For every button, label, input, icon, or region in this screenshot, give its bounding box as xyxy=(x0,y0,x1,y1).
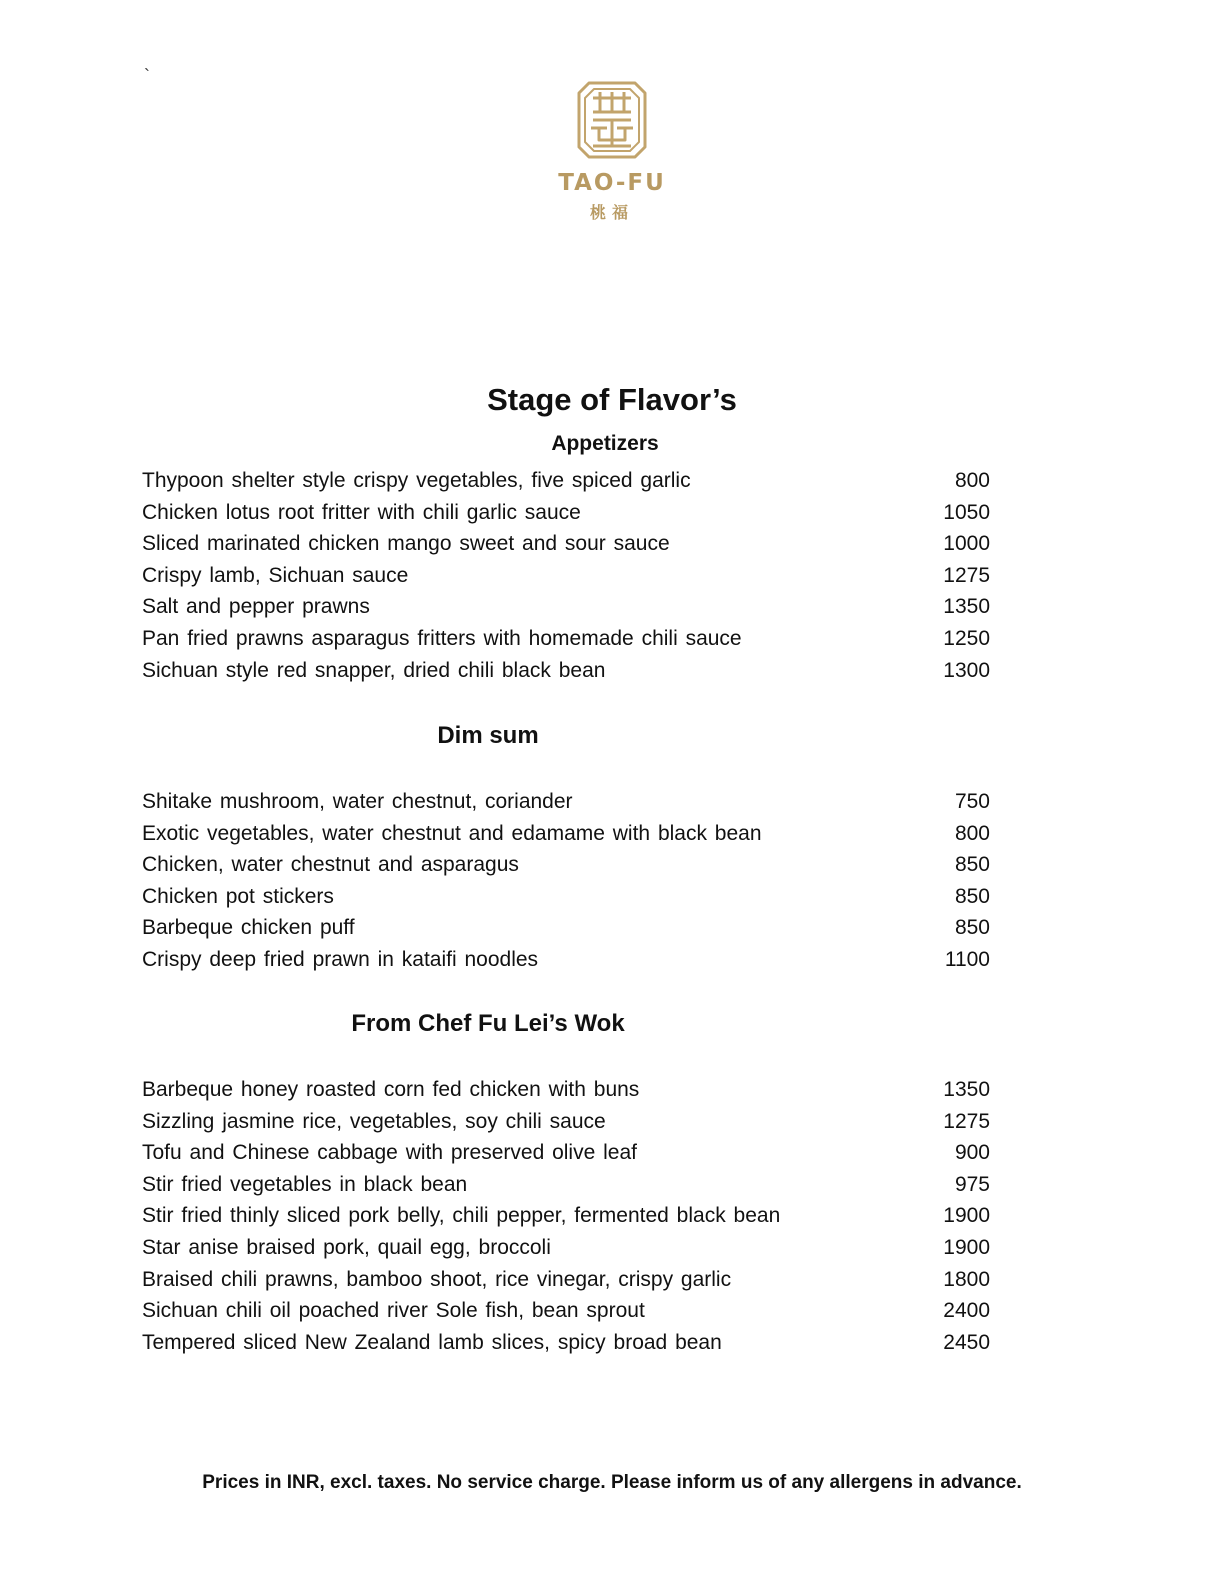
menu-item xyxy=(142,1295,1002,1327)
menu-item-name: Sliced marinated chicken mango sweet and sour sauce xyxy=(142,532,670,556)
menu-item-name: Exotic vegetables, water chestnut and edamame with black bean xyxy=(142,821,762,845)
menu-item-name: Stir fried vegetables in black bean xyxy=(142,1172,468,1196)
menu-item-name: Sichuan chili oil poached river Sole fish, bean sprout xyxy=(142,1299,645,1323)
menu-item-name: Tofu and Chinese cabbage with preserved olive leaf xyxy=(142,1141,637,1165)
menu-item-name: Chicken lotus root fritter with chili garlic sauce xyxy=(142,500,581,524)
menu-item xyxy=(142,591,1002,623)
menu-item-price: 1100 xyxy=(944,947,990,971)
menu-item-name: Braised chili prawns, bamboo shoot, rice vinegar, crispy garlic xyxy=(142,1267,732,1291)
menu-item-price: 850 xyxy=(954,916,990,940)
menu-item-name: Star anise braised pork, quail egg, broccoli xyxy=(142,1235,551,1259)
menu-item xyxy=(142,1074,1002,1106)
wok-list xyxy=(142,1074,1002,1358)
menu-item-price: 1275 xyxy=(943,563,990,587)
brand-name: TAO-FU xyxy=(558,170,666,196)
menu-item-name: Shitake mushroom, water chestnut, coriander xyxy=(142,790,573,813)
menu-item xyxy=(142,912,1002,944)
menu-item-price: 1000 xyxy=(943,532,990,556)
stray-backtick-mark: ` xyxy=(144,66,150,86)
menu-item-price: 2450 xyxy=(943,1330,990,1354)
menu-item xyxy=(142,497,1002,529)
section-heading-appetizers: Appetizers xyxy=(551,432,659,455)
menu-item xyxy=(142,655,1002,687)
menu-item-price: 1275 xyxy=(943,1109,990,1133)
menu-item xyxy=(142,944,1002,976)
menu-item-name: Chicken, water chestnut and asparagus xyxy=(142,853,519,877)
menu-item-price: 1300 xyxy=(943,658,990,682)
menu-item-price: 900 xyxy=(954,1141,990,1165)
menu-item-name: Pan fried prawns asparagus fritters with homemade chili sauce xyxy=(142,626,742,650)
menu-item-price: 800 xyxy=(954,821,990,845)
menu-item-name: Tempered sliced New Zealand lamb slices, spicy broad bean xyxy=(142,1330,722,1354)
menu-item-price: 850 xyxy=(954,884,990,908)
menu-item-price: 850 xyxy=(954,853,990,877)
menu-item xyxy=(142,1327,1002,1359)
menu-item xyxy=(142,786,1002,818)
menu-item-price: 750 xyxy=(954,790,990,813)
menu-item-price: 2400 xyxy=(943,1299,990,1323)
menu-item-name: Thypoon shelter style crispy vegetables, five spiced garlic xyxy=(142,469,691,492)
menu-item xyxy=(142,1169,1002,1201)
menu-item xyxy=(142,818,1002,850)
menu-item-name: Crispy lamb, Sichuan sauce xyxy=(142,563,409,587)
menu-item-name: Chicken pot stickers xyxy=(142,884,334,908)
section-heading-wok: From Chef Fu Lei’s Wok xyxy=(351,1010,625,1037)
menu-item-price: 1900 xyxy=(943,1235,990,1259)
appetizers-list xyxy=(142,465,1002,686)
page-title: Stage of Flavor’s xyxy=(487,382,737,417)
menu-item xyxy=(142,623,1002,655)
menu-item xyxy=(142,849,1002,881)
brand-name-chinese: 桃福 xyxy=(589,203,634,222)
tao-fu-emblem-icon xyxy=(575,80,649,160)
menu-item-price: 1900 xyxy=(943,1204,990,1228)
menu-item-price: 800 xyxy=(954,469,990,492)
menu-item-name: Sichuan style red snapper, dried chili black bean xyxy=(142,658,606,682)
menu-item xyxy=(142,1200,1002,1232)
menu-item xyxy=(142,1106,1002,1138)
menu-item-name: Barbeque chicken puff xyxy=(142,916,355,940)
footer-note: Prices in INR, excl. taxes. No service charge. Please inform us of any allergens in advance. xyxy=(202,1472,1022,1493)
menu-item-price: 1350 xyxy=(943,595,990,619)
menu-item-price: 1050 xyxy=(943,500,990,524)
dimsum-list xyxy=(142,786,1002,976)
menu-item-name: Sizzling jasmine rice, vegetables, soy chili sauce xyxy=(142,1109,606,1133)
menu-item xyxy=(142,560,1002,592)
menu-item-price: 975 xyxy=(954,1172,990,1196)
menu-item xyxy=(142,1264,1002,1296)
menu-item-price: 1250 xyxy=(943,626,990,650)
brand-logo xyxy=(0,80,1224,223)
menu-item xyxy=(142,528,1002,560)
menu-item-name: Salt and pepper prawns xyxy=(142,595,370,619)
menu-item-price: 1800 xyxy=(943,1267,990,1291)
menu-item xyxy=(142,1137,1002,1169)
menu-item xyxy=(142,1232,1002,1264)
menu-item-price: 1350 xyxy=(943,1078,990,1101)
menu-item xyxy=(142,465,1002,497)
menu-item-name: Crispy deep fried prawn in kataifi noodles xyxy=(142,947,539,971)
menu-item-name: Barbeque honey roasted corn fed chicken with buns xyxy=(142,1078,640,1101)
section-heading-dimsum: Dim sum xyxy=(437,722,539,749)
menu-item xyxy=(142,881,1002,913)
menu-item-name: Stir fried thinly sliced pork belly, chili pepper, fermented black bean xyxy=(142,1204,781,1228)
